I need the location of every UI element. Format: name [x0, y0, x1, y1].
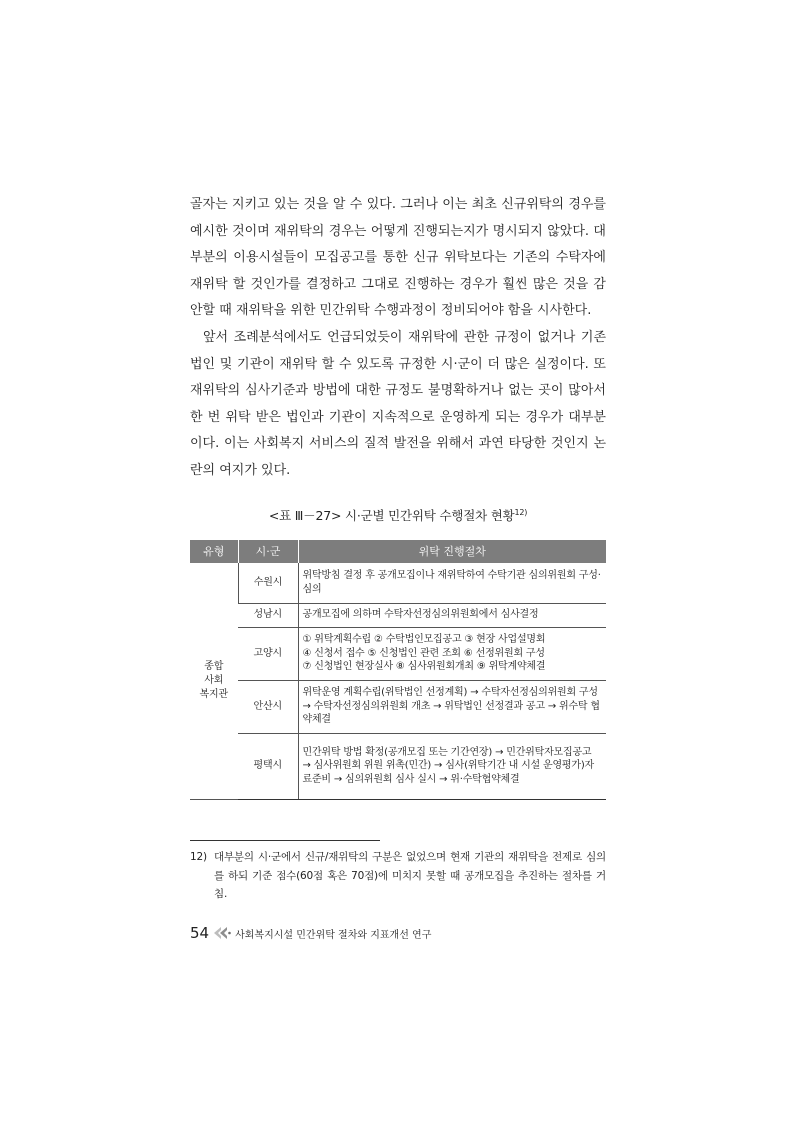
- city-cell: 안산시: [238, 680, 298, 733]
- footnote: [190, 848, 606, 904]
- header-procedure: 위탁 진행절차: [298, 540, 606, 563]
- footnote-number: 12): [190, 851, 207, 863]
- table-row: [190, 627, 606, 680]
- footnote-text: 대부분의 시·군에서 신규/재위탁의 구분은 없었으며 현재 기관의 재위탁을 전제로 심의를 하되 기준 점수(60점 혹은 70점)에 미치지 못할 때 공개모집을 추진하는 절차를 거침.: [214, 851, 606, 900]
- page-footer: [190, 924, 431, 942]
- body-text: [190, 192, 606, 485]
- double-chevron-left-icon: [213, 926, 231, 940]
- table-caption: [190, 506, 606, 524]
- city-cell: 평택시: [238, 733, 298, 799]
- city-cell: 수원시: [238, 563, 298, 603]
- procedure-cell: 공개모집에 의하며 수탁자선정심의위원회에서 심사결정: [298, 603, 606, 627]
- city-cell: 성남시: [238, 603, 298, 627]
- procedure-line: ⑦ 신청법인 현장실사 ⑧ 심사위원회개최 ⑨ 위탁계약체결: [302, 661, 546, 673]
- procedure-table: [190, 540, 606, 800]
- header-type: 유형: [190, 540, 238, 563]
- page-number: 54: [190, 924, 210, 942]
- header-city: 시·군: [238, 540, 298, 563]
- footnote-divider: [190, 840, 380, 841]
- paragraph-2: 앞서 조례분석에서도 언급되었듯이 재위탁에 관한 규정이 없거나 기존 법인 및 기관이 재위탁 할 수 있도록 규정한 시·군이 더 많은 실정이다. 또 재위탁의 심사기준과 방법에 대한 규정도 불명확하거나 없는 곳이 많아서 한 번 위탁 받은 법인과 기관이 지속적으로 운영하게 되는 경우가 대부분이다. 이는 사회복지 서비스의 질적 발전을 위해서 과연 타당한 것인지 논란의 여지가 있다.: [190, 329, 606, 478]
- running-title: 사회복지시설 민간위탁 절차와 지표개선 연구: [235, 929, 432, 941]
- procedure-cell: 민간위탁 방법 확정(공개모집 또는 기간연장) → 민간위탁자모집공고 → 심사위원회 위원 위촉(민간) → 심사(위탁기간 내 시설 운영평가)자료준비 → 심의위원회 심사 실시 → 위·수탁협약체결: [298, 733, 606, 799]
- procedure-line: ④ 신청서 접수 ⑤ 신청법인 관련 조회 ⑥ 선정위원회 구성: [302, 647, 545, 659]
- footnote-reference: 12): [514, 507, 528, 517]
- table-row: [190, 563, 606, 603]
- type-label: 종합 사회 복지관: [199, 660, 228, 700]
- table-row: [190, 603, 606, 627]
- procedure-cell: 위탁방침 결정 후 공개모집이나 재위탁하여 수탁기관 심의위원회 구성·심의: [298, 563, 606, 603]
- procedure-cell: 위탁운영 계획수립(위탁법인 선정계획) → 수탁자선정심의위원회 구성 → 수탁자선정심의위원회 개초 → 위탁법인 선정결과 공고 → 위수탁 협약체결: [298, 680, 606, 733]
- table-row: [190, 733, 606, 799]
- paragraph-1: 골자는 지키고 있는 것을 알 수 있다. 그러나 이는 최초 신규위탁의 경우를 예시한 것이며 재위탁의 경우는 어떻게 진행되는지가 명시되지 않았다. 대부분의 이용시설들이 모집공고를 통한 신규 위탁보다는 기존의 수탁자에 재위탁 할 것인가를 결정하고 그대로 진행하는 경우가 훨씬 많은 것을 감안할 때 재위탁을 위한 민간위탁 수행과정이 정비되어야 함을 시사한다.: [190, 197, 606, 319]
- procedure-cell: [298, 627, 606, 680]
- procedure-line: ① 위탁계획수립 ② 수탁법인모집공고 ③ 현장 사업설명회: [302, 634, 546, 646]
- city-cell: 고양시: [238, 627, 298, 680]
- table-row: [190, 680, 606, 733]
- table-caption-text: <표 Ⅲ－27> 시·군별 민간위탁 수행절차 현황: [268, 508, 515, 523]
- type-cell: [190, 563, 238, 799]
- table-header-row: [190, 540, 606, 563]
